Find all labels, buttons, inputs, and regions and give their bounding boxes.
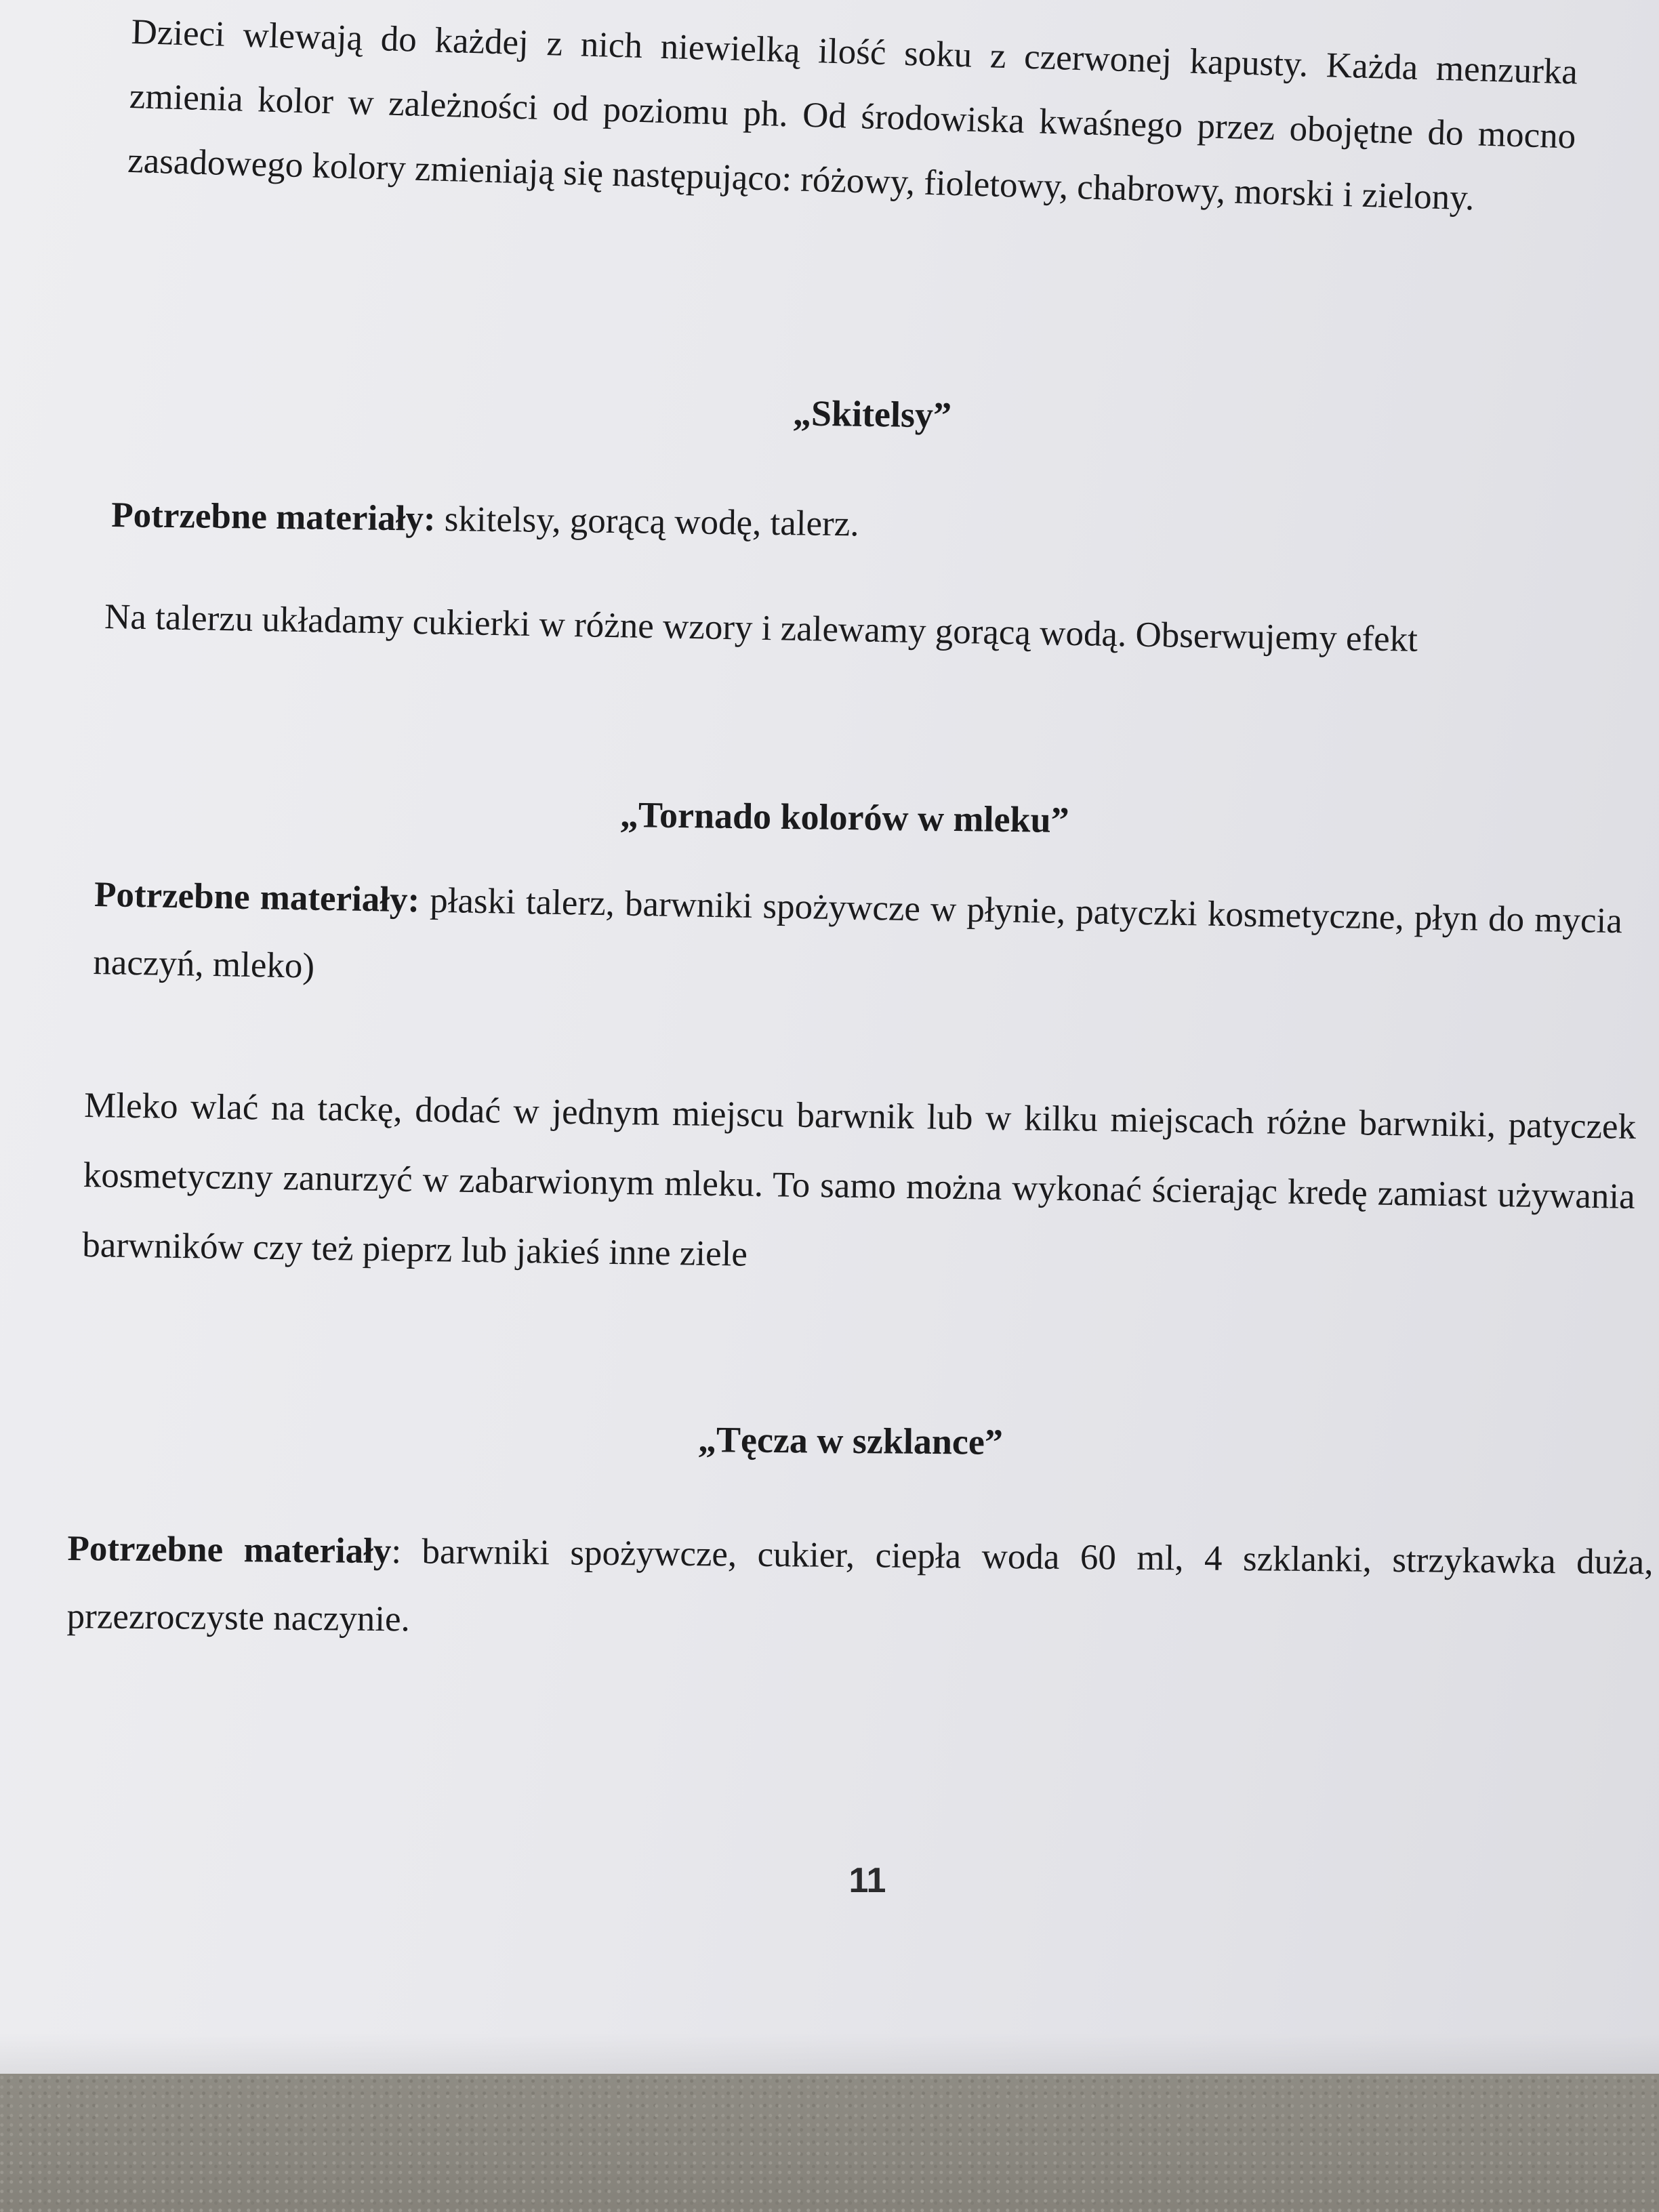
intro-paragraph: Dzieci wlewają do każdej z nich niewielką ilość soku z czerwonej kapusty. Każda menzurka zmienia kolor w zależności od poziomu ph. Od środowiska kwaśnego przez obojętne do mocno zasadowego kolory zmieniają się następująco: różowy, fioletowy, chabrowy, morski i zielony. xyxy=(127,12,1578,218)
section-title-skitelsy: „Skitelsy” xyxy=(792,392,952,436)
section-title-tornado: „Tornado kolorów w mleku” xyxy=(619,794,1069,841)
description-text: Na talerzu układamy cukierki w różne wzory i zalewamy gorącą wodą. Obserwujemy efekt xyxy=(104,596,1418,659)
materials-label: Potrzebne materiały: xyxy=(94,874,420,920)
materials-label: Potrzebne materiały xyxy=(67,1528,392,1572)
materials-text: : barwniki spożywcze, cukier, ciepła woda 60 ml, 4 szklanki, strzykawka duża, przezroczyste naczynie. xyxy=(66,1532,1654,1639)
page-number: 11 xyxy=(848,1861,886,1900)
intro-paragraph-block xyxy=(127,0,1578,234)
materials-text: płaski talerz, barwniki spożywcze w płynie, patyczki kosmetyczne, płyn do mycia naczyń, mleko) xyxy=(92,880,1623,986)
background-surface xyxy=(0,2074,1659,2212)
materials-text: skitelsy, gorącą wodę, talerz. xyxy=(435,499,859,544)
tecza-materials-block xyxy=(66,1515,1654,1664)
materials-label: Potrzebne materiały: xyxy=(111,495,436,539)
skitelsy-materials xyxy=(111,481,1603,567)
tornado-description-block xyxy=(82,1071,1637,1302)
section-title-tecza: „Tęcza w szklance” xyxy=(697,1419,1004,1462)
description-text: Mleko wlać na tackę, dodać w jednym miejscu barwnik lub w kilku miejscach różne barwniki, patyczek kosmetyczny zanurzyć w zabarwionym mleku. To samo można wykonać ścierając kredę zamiast używania barwników czy też pieprz lub jakieś inne ziele xyxy=(82,1085,1637,1274)
tornado-materials-block xyxy=(93,861,1623,1023)
skitelsy-description xyxy=(104,583,1609,677)
